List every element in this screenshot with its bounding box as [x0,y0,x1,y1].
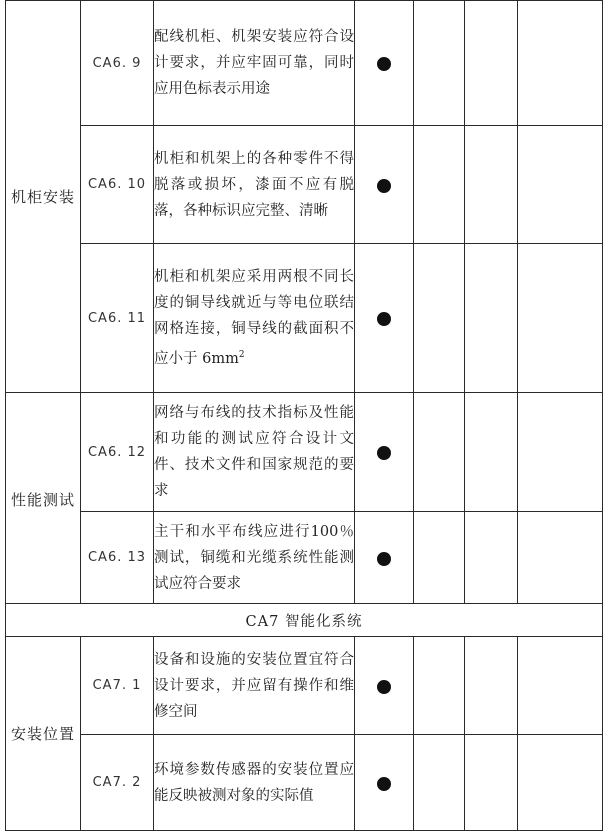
filled-circle-icon [377,312,391,326]
empty-cell [465,393,518,512]
table-row [6,126,603,244]
filled-circle-icon [377,57,391,71]
row-description-text: 机柜和机架应采用两根不同长度的铜导线就近与等电位联结网格连接，铜导线的截面积不应小于 6mm [154,269,354,367]
group-label-cabinet: 机柜安装 [6,1,81,393]
mark-cell [355,512,414,604]
row-description: 主干和水平布线应进行100％测试，铜缆和光缆系统性能测试应符合要求 [154,512,355,604]
table-row [6,1,603,126]
row-code: CA7. 1 [81,637,154,735]
empty-cell [414,735,465,831]
row-code: CA6. 13 [81,512,154,604]
empty-cell [518,512,603,604]
empty-cell [518,393,603,512]
empty-cell [414,393,465,512]
empty-cell [414,1,465,126]
section-header-row [6,604,603,637]
filled-circle-icon [377,446,391,460]
group-label-performance: 性能测试 [6,393,81,604]
table-row [6,393,603,512]
mark-cell [355,393,414,512]
row-description: 环境参数传感器的安装位置应能反映被测对象的实际值 [154,735,355,831]
row-description [154,244,355,393]
table-row [6,735,603,831]
empty-cell [518,735,603,831]
empty-cell [414,512,465,604]
mark-cell [355,126,414,244]
empty-cell [414,244,465,393]
mark-cell [355,735,414,831]
filled-circle-icon [377,680,391,694]
row-code: CA6. 12 [81,393,154,512]
empty-cell [465,637,518,735]
row-description: 设备和设施的安装位置宜符合设计要求，并应留有操作和维修空间 [154,637,355,735]
mark-cell [355,244,414,393]
mark-cell [355,637,414,735]
table-row [6,512,603,604]
row-code: CA6. 10 [81,126,154,244]
section-header: CA7 智能化系统 [6,604,603,637]
filled-circle-icon [377,179,391,193]
row-description: 机柜和机架上的各种零件不得脱落或损坏，漆面不应有脱落，各种标识应完整、清晰 [154,126,355,244]
superscript: 2 [238,350,245,361]
row-code: CA6. 11 [81,244,154,393]
empty-cell [518,244,603,393]
group-label-location: 安装位置 [6,637,81,831]
empty-cell [414,637,465,735]
empty-cell [518,1,603,126]
empty-cell [465,244,518,393]
row-description: 网络与布线的技术指标及性能和功能的测试应符合设计文件、技术文件和国家规范的要求 [154,393,355,512]
row-code: CA7. 2 [81,735,154,831]
row-description: 配线机柜、机架安装应符合设计要求，并应牢固可靠，同时应用色标表示用途 [154,1,355,126]
filled-circle-icon [377,777,391,791]
empty-cell [465,126,518,244]
empty-cell [518,126,603,244]
empty-cell [465,735,518,831]
spec-table [5,0,603,831]
table-row [6,244,603,393]
mark-cell [355,1,414,126]
empty-cell [414,126,465,244]
empty-cell [518,637,603,735]
row-code: CA6. 9 [81,1,154,126]
empty-cell [465,1,518,126]
filled-circle-icon [377,552,391,566]
table-row [6,637,603,735]
empty-cell [465,512,518,604]
